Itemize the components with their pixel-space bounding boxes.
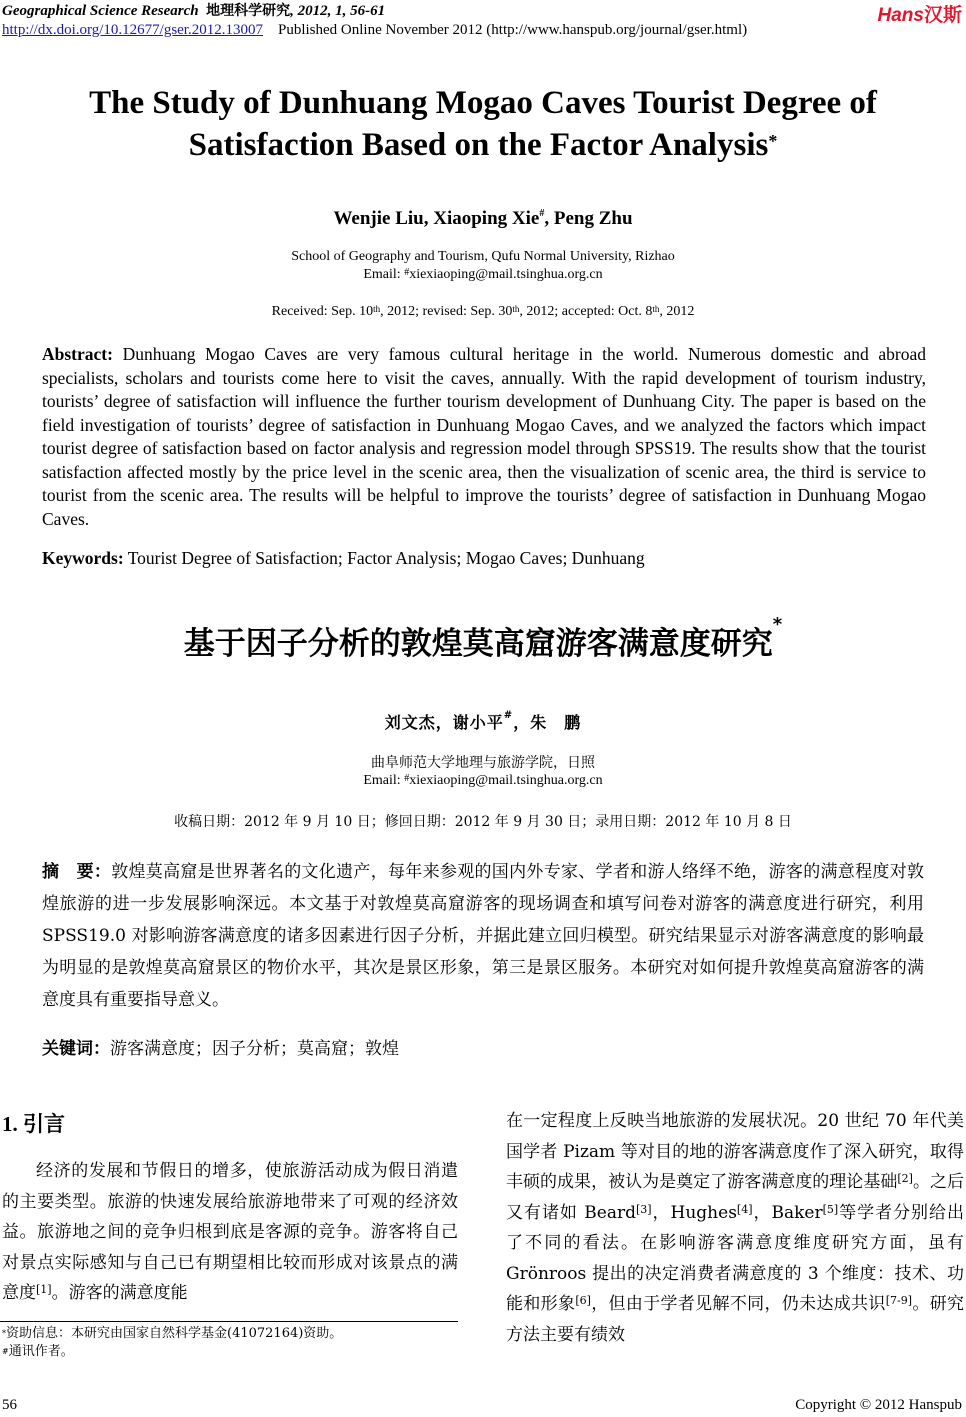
footnotes [2,1325,342,1361]
paragraph-text: 。研究方法主要有绩效 [506,1294,965,1345]
citation-ref[interactable]: [6] [575,1294,591,1307]
journal-name-en: Geographical Science Research [2,3,199,19]
keywords-cn [42,1034,924,1059]
abstract-label: Abstract: [42,344,113,364]
paragraph-text: ，Hughes [651,1202,737,1223]
abstract-text: Dunhuang Mogao Caves are very famous cultural heritage in the world. Numerous domestic and abroad specialists, scholars and tourists come here to visit the caves, annually. With the rapid development of tourism industry, tourists’ degree of satisfaction will influence the further tourism development of Dunhuang City. The paper is based on the field investigation of tourists’ degree of satisfaction in Dunhuang Mogao Caves, and we analyzed the factors which impact tourist degree of satisfaction based on factor analysis and regression model through SPSS19. The results show that the tourist satisfaction affected mostly by the price level in the scenic area, then the visualization of scenic area, the third is service to tourist from the scenic area. The results will be helpful to improve the tourists’ degree of satisfaction in Dunhuang Mogao Caves. [42,344,926,529]
footnote-text: 资助信息：本研究由国家自然科学基金(41072164)资助。 [6,1326,343,1341]
email-address-cn[interactable]: xiexiaoping@mail.tsinghua.org.cn [409,773,603,788]
corresponding-mark-cn: # [503,710,514,721]
authors-cn-part2: ，朱 鹏 [513,713,582,732]
paragraph-text: 经济的发展和节假日的增多，使旅游活动成为假日消遣的主要类型。旅游的快速发展给旅游地带来了可观的经济效益。旅游地之间的竞争归根到底是客源的竞争。游客将自己对景点实际感知与自己已有期望相比较而形成对该景点的满意度 [2,1161,458,1303]
title-en-line2: Satisfaction Based on the Factor Analysis [188,127,769,163]
title-cn-text: 基于因子分析的敦煌莫高窟游客满意度研究 [183,626,773,662]
footnote-corresponding [2,1343,342,1361]
doi-line [2,22,747,39]
title-footnote-mark: * [768,131,778,151]
paragraph-text: 。之后又有诸如 Beard [506,1172,964,1223]
authors-cn-part1: 刘文杰，谢小平 [384,713,504,732]
keywords-label: Keywords: [42,548,124,568]
ordinal-sup: th [512,304,520,314]
title-en-line1: The Study of Dunhuang Mogao Caves Tourist Degree of [89,85,877,121]
accepted-date: , 2012; accepted: Oct. 8 [519,304,653,319]
page-number: 56 [2,1397,17,1413]
keywords-cn-text: 游客满意度；因子分析；莫高窟；敦煌 [110,1039,399,1059]
authors-en-part2: , Peng Zhu [544,208,633,229]
paragraph-text: 等学者分别给出了不同的看法。在影响游客满意度维度研究方面，虽有 Grönroos 提出的决定消费者满意度的 3 个维度：技术、功能和形象 [506,1202,965,1314]
revised-date: , 2012; revised: Sep. 30 [380,304,513,319]
citation-ref[interactable]: [7-9] [885,1294,913,1307]
authors-en [0,208,966,230]
title-cn-mark: * [772,614,783,635]
paragraph-text: 在一定程度上反映当地旅游的发展状况。20 世纪 70 年代美国学者 Pizam 等对目的地的游客满意度作了深入研究，取得丰硕的成果，被认为是奠定了游客满意度的理论基础 [506,1111,964,1192]
paragraph-text: ，Baker [752,1202,823,1223]
ordinal-sup: th [652,304,660,314]
citation-ref[interactable]: [2] [897,1172,913,1185]
doi-link[interactable]: http://dx.doi.org/10.12677/gser.2012.13007 [2,22,263,38]
logo-text-cn: 汉斯 [923,4,962,26]
body-column-right [506,1106,964,1350]
footnote-mark: # [2,1347,9,1356]
received-date: Received: Sep. 10 [271,304,374,319]
footnote-mark: * [2,1329,6,1338]
dates-en [0,304,966,320]
abstract-cn [42,856,924,1016]
footnote-divider [0,1321,458,1322]
keywords-cn-label: 关键词： [42,1039,110,1059]
email-label-cn: Email: [363,773,405,788]
published-online: Published Online November 2012 (http://www.hanspub.org/journal/gser.html) [277,22,748,38]
section-number: 1. [2,1112,23,1136]
journal-issue: , 2012, 1, 56-61 [290,3,386,19]
affiliation-cn: 曲阜师范大学地理与旅游学院，日照 [371,755,595,771]
email-label: Email: [363,267,405,282]
ordinal-sup: th [373,304,381,314]
affiliation-en: School of Geography and Tourism, Qufu Normal University, Rizhao [291,249,675,264]
section-title: 引言 [23,1112,65,1136]
corresponding-mark: # [539,208,545,219]
email-mark-cn: # [404,773,410,784]
hanspub-logo [878,0,962,27]
keywords-en [42,548,926,569]
abstract-cn-text: 敦煌莫高窟是世界著名的文化遗产，每年来参观的国内外专家、学者和游人络绎不绝，游客的满意程度对敦煌旅游的进一步发展影响深远。本文基于对敦煌莫高窟游客的现场调查和填写问卷对游客的满意度进行研究，利用 SPSS19.0 对影响游客满意度的诸多因素进行因子分析，并据此建立回归模型。研究结果显示对游客满意度的影响最为明显的是敦煌莫高窟景区的物价水平，其次是景区形象，第三是景区服务。本研究对如何提升敦煌莫高窟游客的满意度具有重要指导意义。 [42,862,925,1010]
paper-title-cn [0,614,966,663]
section-heading [2,1108,65,1138]
email-cn [0,773,966,789]
paper-title-en [0,82,966,166]
email-en [0,267,966,283]
footnote-funding [2,1325,342,1343]
copyright: Copyright © 2012 Hanspub [795,1397,962,1413]
keywords-text: Tourist Degree of Satisfaction; Factor Analysis; Mogao Caves; Dunhuang [123,548,645,568]
citation-ref[interactable]: [4] [736,1202,753,1216]
dates-tail: , 2012 [659,304,695,319]
email-mark: # [404,267,410,278]
journal-header [2,0,385,20]
logo-text-en: Hans [877,5,924,26]
authors-cn [0,710,966,733]
citation-ref[interactable]: [3] [635,1202,652,1216]
email-address[interactable]: xiexiaoping@mail.tsinghua.org.cn [409,267,603,282]
citation-ref[interactable]: [5] [822,1202,839,1216]
body-column-left [2,1156,458,1309]
abstract-cn-label: 摘 要： [42,862,112,882]
paragraph-text: ，但由于学者见解不同，仍未达成共识 [590,1294,886,1314]
citation-ref[interactable]: [1] [36,1283,52,1296]
authors-en-part1: Wenjie Liu, Xiaoping Xie [333,208,540,229]
paragraph-text: 。游客的满意度能 [51,1283,188,1303]
abstract-en [42,343,926,531]
journal-name-cn: 地理科学研究 [206,3,291,19]
dates-cn: 收稿日期：2012 年 9 月 10 日；修回日期：2012 年 9 月 30 日；录用日期：2012 年 10 月 8 日 [174,814,792,830]
footnote-text: 通讯作者。 [8,1344,74,1359]
